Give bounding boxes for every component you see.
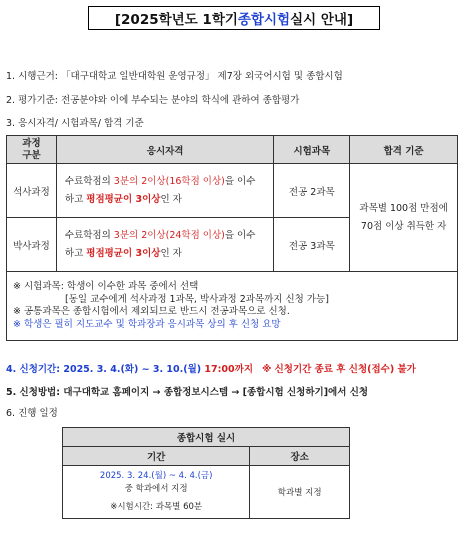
schedule-header-period: 기간 <box>63 447 250 466</box>
title-prefix: [2025학년도 1학기 <box>114 12 238 28</box>
doctoral-q-text4: 인 자 <box>160 247 182 259</box>
note-common-excluded: ※ 공통과목은 종합시험에서 제외되므로 반드시 전공과목으로 신청. <box>13 306 290 317</box>
doctoral-q-text1: 수료학점의 <box>64 229 114 241</box>
item-schedule-heading: 6. 진행 일정 <box>6 408 58 419</box>
title-highlight: 종합시험 <box>237 12 291 28</box>
doctoral-q-text2: 을 이수 <box>224 229 256 241</box>
eligibility-table <box>6 135 458 341</box>
schedule-place: 학과별 지정 <box>250 466 350 519</box>
masters-q-text2: 을 이수 <box>224 175 256 187</box>
row-notes <box>7 272 458 341</box>
item-evaluation-criteria: 2. 평가기준: 전공분야와 이에 부수되는 분야의 학식에 관하여 종합평가 <box>6 95 300 106</box>
doctoral-label: 박사과정 <box>7 218 57 272</box>
note-professor-limit: [동일 교수에게 석사과정 1과목, 박사과정 2과목까지 신청 가능] <box>65 293 329 305</box>
pass-criteria <box>350 164 458 272</box>
item-legal-basis: 1. 시행근거: 「대구대학교 일반대학원 운영규정」 제7장 외국어시험 및 종합시험 <box>6 71 343 82</box>
note-subject-selection: ※ 시험과목: 학생이 이수한 과목 중에서 선택 <box>13 281 199 292</box>
row-masters <box>7 164 458 218</box>
doctoral-q-credits: 3분의 2이상(24학점 이상) <box>113 229 225 241</box>
masters-q-credits: 3분의 2이상(16학점 이상) <box>113 175 225 187</box>
page-title <box>88 6 380 30</box>
masters-subjects: 전공 2과목 <box>274 164 350 218</box>
eligibility-header-row <box>7 136 458 164</box>
note-advisor-consult: ※ 학생은 필히 지도교수 및 학과장과 응시과목 상의 후 신청 요망 <box>13 318 281 330</box>
schedule-period-cell <box>63 466 250 519</box>
schedule-duration: ※시험시간: 과목별 60분 <box>110 502 203 512</box>
schedule-header-place: 장소 <box>250 447 350 466</box>
doctoral-q-gpa: 평점평균이 3이상 <box>86 247 161 259</box>
schedule-dept: 중 학과에서 지정 <box>124 484 188 494</box>
header-course-line1: 과정 <box>22 137 41 149</box>
doctoral-subjects: 전공 3과목 <box>274 218 350 272</box>
masters-q-text3: 하고 <box>64 193 87 205</box>
schedule-header-row <box>63 447 350 466</box>
header-qualification: 응시자격 <box>56 136 274 164</box>
schedule-row <box>63 466 350 519</box>
masters-label: 석사과정 <box>7 164 57 218</box>
schedule-title: 종합시험 실시 <box>63 428 350 447</box>
header-pass-criteria: 합격 기준 <box>350 136 458 164</box>
period-note: ※ 신청기간 종료 후 신청(접수) 불가 <box>262 364 416 375</box>
schedule-table <box>62 427 350 519</box>
pass-criteria-line2: 70점 이상 취득한 자 <box>360 220 447 232</box>
schedule-date: 2025. 3. 24.(월) ~ 4. 4.(금) <box>99 471 213 481</box>
header-subjects: 시험과목 <box>274 136 350 164</box>
period-deadline-time: 17:00까지 <box>204 364 253 375</box>
masters-q-text1: 수료학점의 <box>64 175 114 187</box>
header-course-line2: 구분 <box>22 149 41 161</box>
doctoral-qualification <box>56 218 274 272</box>
eligibility-notes <box>7 272 458 341</box>
masters-q-text4: 인 자 <box>160 193 182 205</box>
period-label: 4. 신청기간: <box>6 364 64 375</box>
pass-criteria-line1: 과목별 100점 만점에 <box>359 202 448 214</box>
schedule-title-row <box>63 428 350 447</box>
masters-qualification <box>56 164 274 218</box>
masters-q-gpa: 평점평균이 3이상 <box>86 193 161 205</box>
title-suffix: 실시 안내] <box>290 12 354 28</box>
item-application-method: 5. 신청방법: 대구대학교 홈페이지 → 종합정보시스템 → [종합시험 신청하기]에서 신청 <box>6 387 369 398</box>
doctoral-q-text3: 하고 <box>64 247 87 259</box>
item-application-period <box>6 361 416 375</box>
item-eligibility-heading: 3. 응시자격/ 시험과목/ 합격 기준 <box>6 118 144 129</box>
period-dates: 2025. 3. 4.(화) ~ 3. 10.(월) <box>63 364 205 375</box>
header-course <box>7 136 57 164</box>
